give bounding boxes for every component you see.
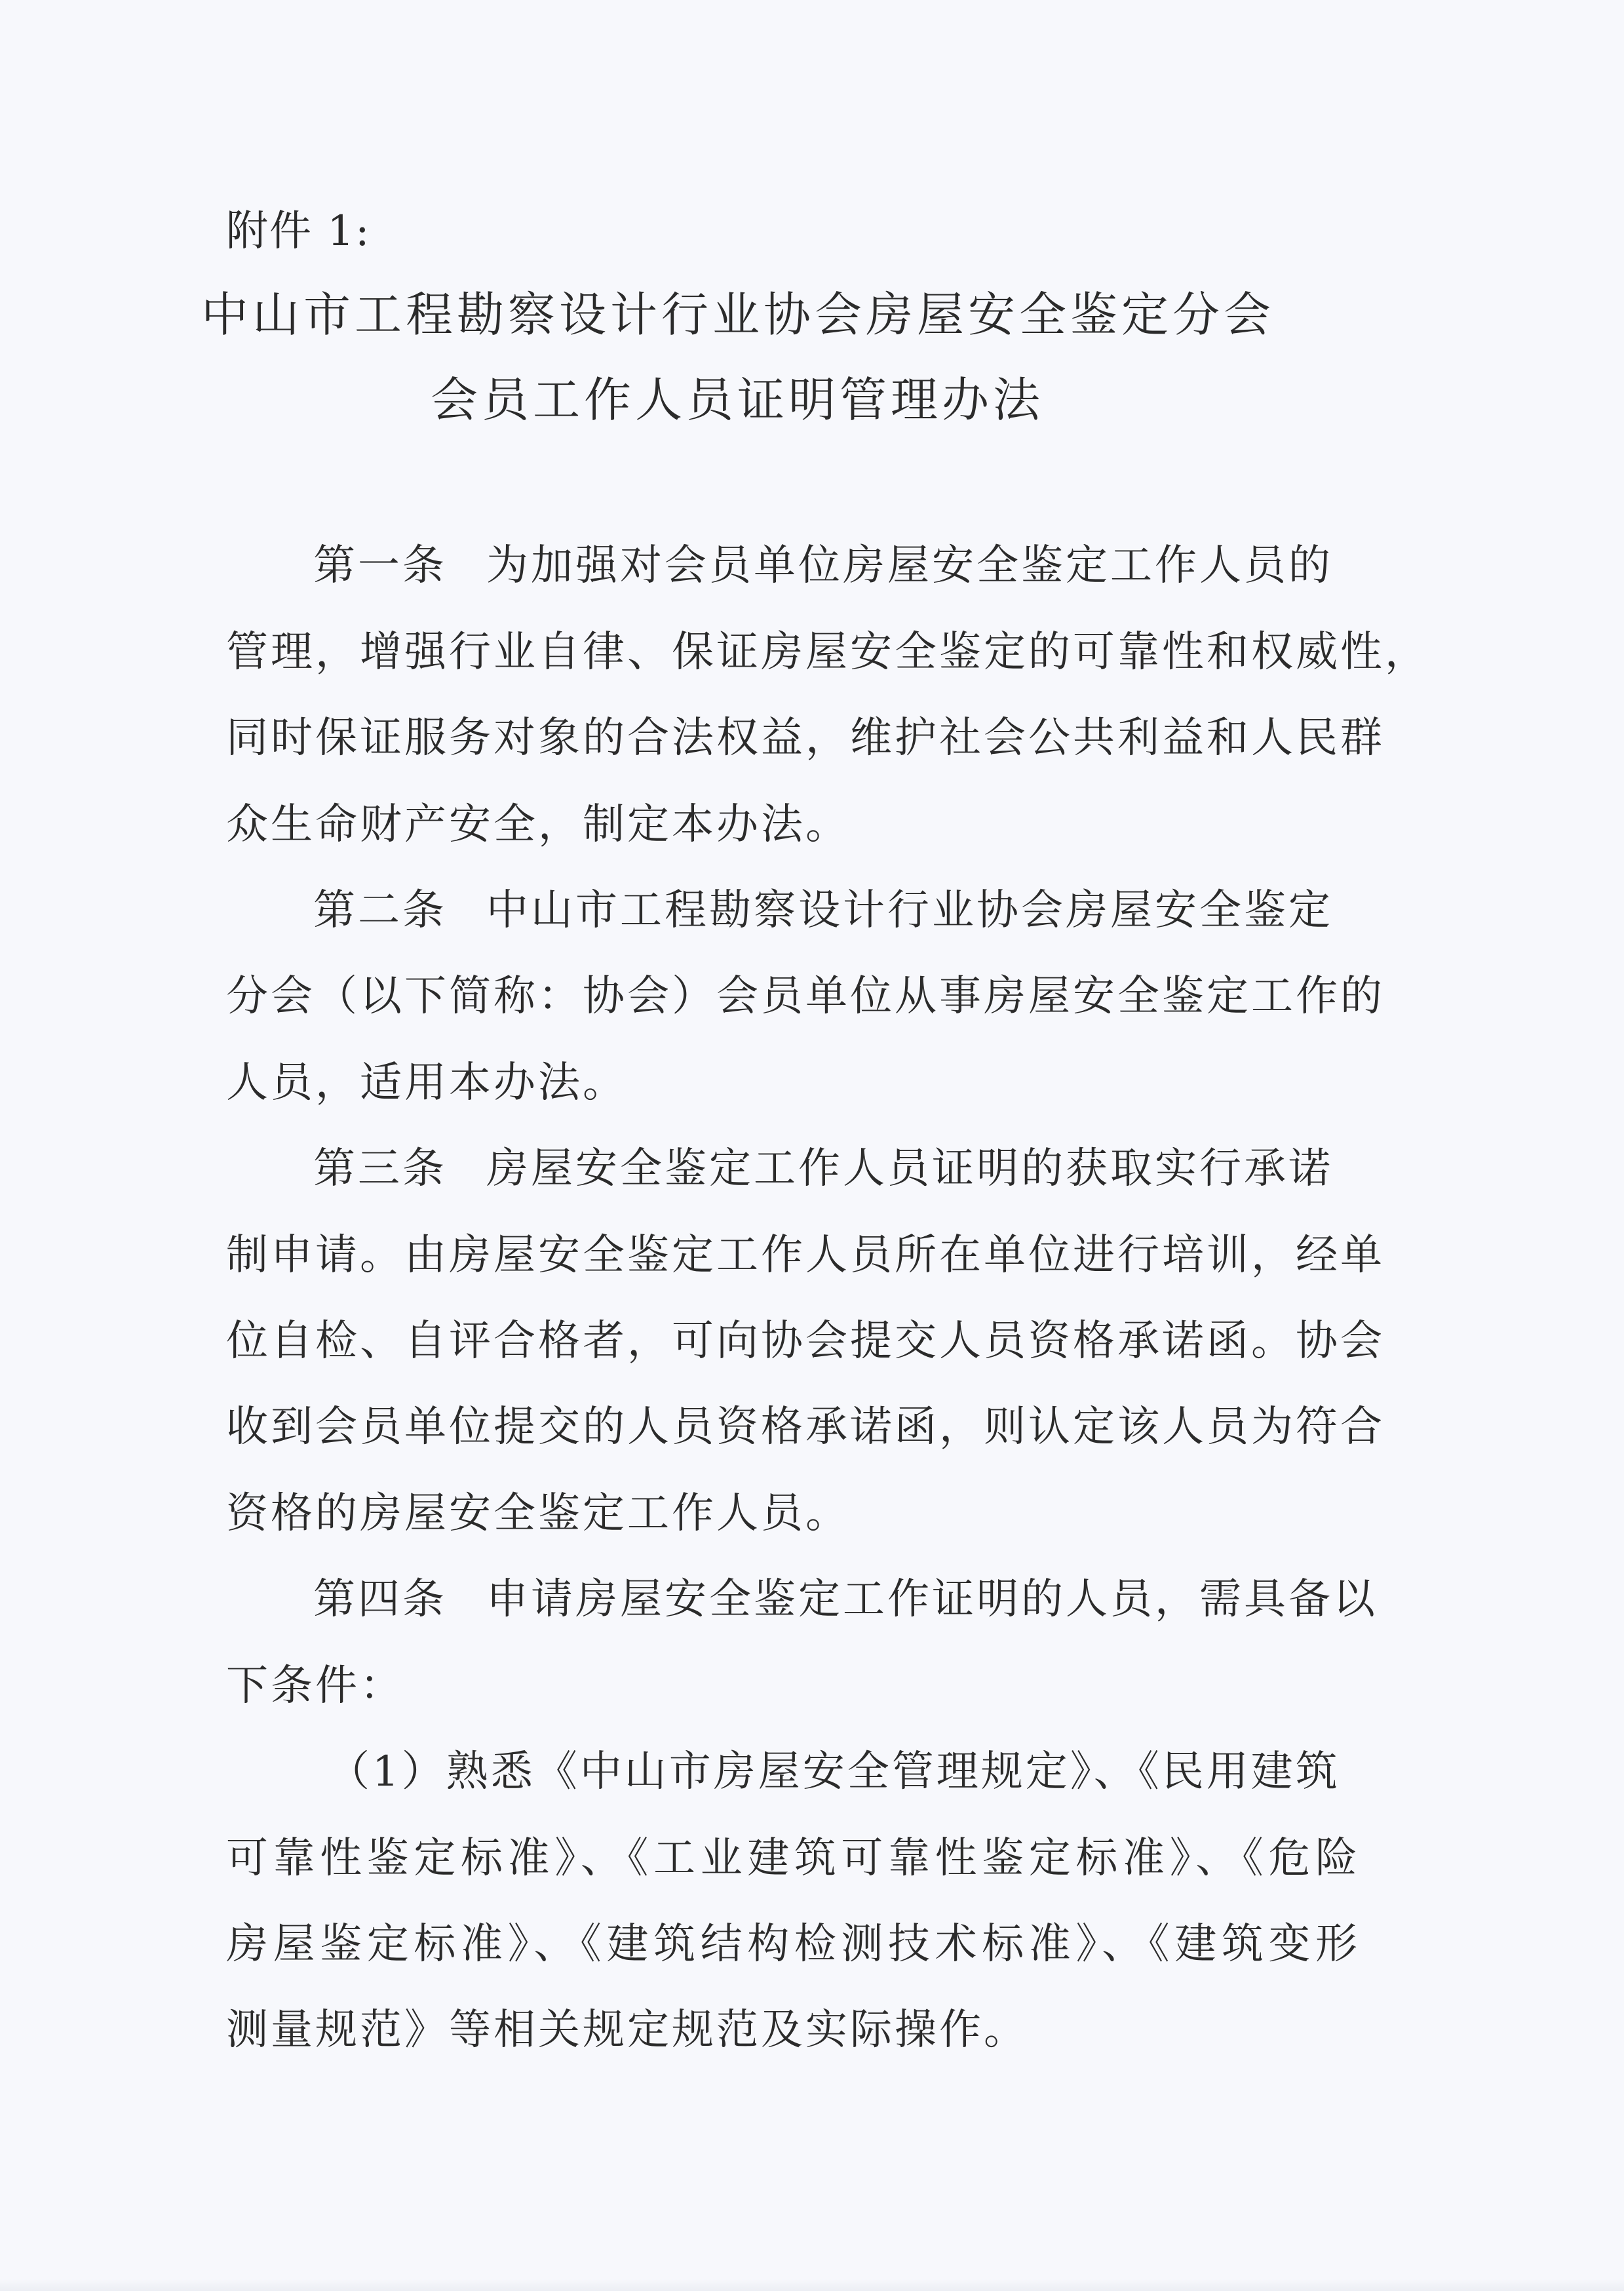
condition-1-text-line-4: 测量规范》等相关规定规范及实际操作。 xyxy=(226,2006,1028,2054)
attachment-label: 附件 1: xyxy=(226,207,371,256)
article-2-text-line-2: 分会（以下简称：协会）会员单位从事房屋安全鉴定工作的 xyxy=(226,972,1385,1021)
article-3-first-line xyxy=(313,1139,1360,1198)
article-1-first-line xyxy=(313,536,1360,595)
document-title-line-2: 会员工作人员证明管理办法 xyxy=(430,372,1044,427)
article-3-text-line-3: 位自检、自评合格者，可向协会提交人员资格承诺函。协会 xyxy=(226,1317,1385,1365)
condition-1-text-line-2: 可靠性鉴定标准》、《工业建筑可靠性鉴定标准》、《危险 xyxy=(226,1834,1360,1883)
article-1-heading: 第一条 xyxy=(313,541,447,590)
document-title-line-1: 中山市工程勘察设计行业协会房屋安全鉴定分会 xyxy=(201,287,1275,342)
article-1-text-line-1: 为加强对会员单位房屋安全鉴定工作人员的 xyxy=(486,541,1333,590)
article-4-heading: 第四条 xyxy=(313,1575,447,1624)
article-4-text-line-1: 申请房屋安全鉴定工作证明的人员，需具备以 xyxy=(486,1575,1378,1624)
article-4-first-line xyxy=(313,1570,1378,1629)
article-3-text-line-2: 制申请。由房屋安全鉴定工作人员所在单位进行培训，经单 xyxy=(226,1231,1385,1280)
condition-1-text-line-1: （1）熟悉《中山市房屋安全管理规定》、《民用建筑 xyxy=(328,1748,1340,1796)
article-3-text-line-1: 房屋安全鉴定工作人员证明的获取实行承诺 xyxy=(486,1145,1333,1193)
article-2-heading: 第二条 xyxy=(313,886,447,935)
article-1-text-line-4: 众生命财产安全，制定本办法。 xyxy=(226,800,850,849)
article-3-text-line-4: 收到会员单位提交的人员资格承诺函，则认定该人员为符合 xyxy=(226,1403,1385,1451)
article-2-text-line-3: 人员，适用本办法。 xyxy=(226,1059,627,1107)
article-2-text-line-1: 中山市工程勘察设计行业协会房屋安全鉴定 xyxy=(486,886,1333,935)
article-3-heading: 第三条 xyxy=(313,1145,447,1193)
article-2-first-line xyxy=(313,881,1360,940)
article-3-text-line-5: 资格的房屋安全鉴定工作人员。 xyxy=(226,1489,850,1538)
article-4-text-line-2: 下条件： xyxy=(226,1662,404,1710)
article-1-text-line-3: 同时保证服务对象的合法权益，维护社会公共利益和人民群 xyxy=(226,714,1385,762)
article-1-text-line-2: 管理，增强行业自律、保证房屋安全鉴定的可靠性和权威性， xyxy=(226,628,1429,676)
condition-1-text-line-3: 房屋鉴定标准》、《建筑结构检测技术标准》、《建筑变形 xyxy=(226,1920,1360,1968)
